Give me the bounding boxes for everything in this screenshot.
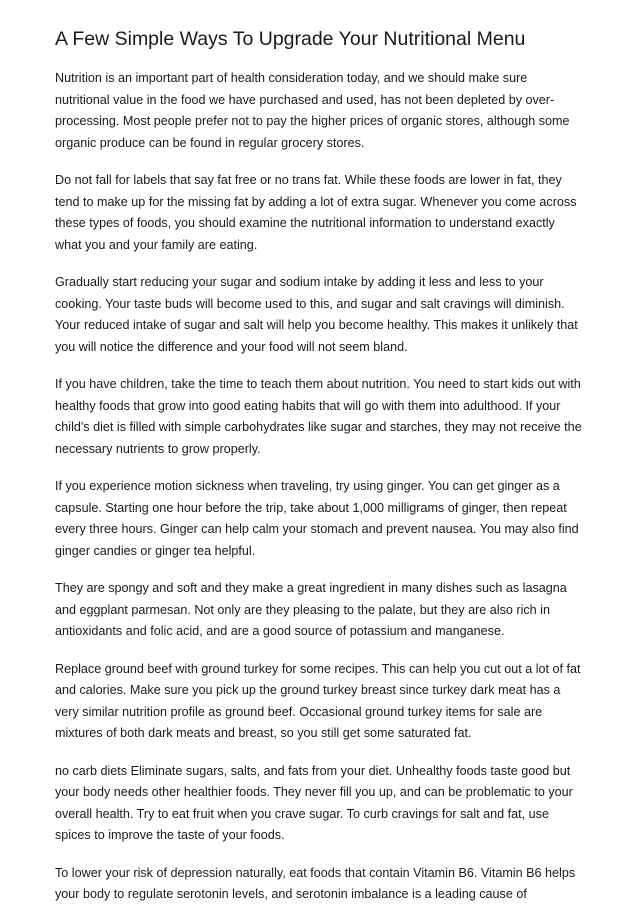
paragraph-2: Do not fall for labels that say fat free or no trans fat. While these foods are lower in fat, they tend to make up for the missing fat by adding a lot of extra sugar. Whenever you come across these types of foods, you should examine the nutritional information to understand exactly what you and your family are eating.: [55, 173, 577, 252]
paragraph-9: To lower your risk of depression naturally, eat foods that contain Vitamin B6. Vitamin B6 helps your body to regulate serotonin levels, and serotonin imbalance is a leading cause of: [55, 865, 576, 901]
paragraph-7: Replace ground beef with ground turkey for some recipes. This can help you cut out a lot of fat and calories. Make sure you pick up the ground turkey breast since turkey dark meat has a very similar nutrition profile as ground beef. Occasional ground turkey items for sale are mixtures of both dark meats and breast, so you still get some saturated fat.: [55, 661, 581, 740]
paragraph-1: Nutrition is an important part of health consideration today, and we should make sure nutritional value in the food we have purchased and used, has not been depleted by over-processing. Most people prefer not to pay the higher prices of organic stores, although some organic produce can be found in regular grocery stores.: [55, 71, 570, 150]
document-title: A Few Simple Ways To Upgrade Your Nutritional Menu: [55, 28, 526, 50]
document-page: [55, 26, 583, 922]
paragraph-5: If you experience motion sickness when traveling, try using ginger. You can get ginger as a capsule. Starting one hour before the trip, take about 1,000 milligrams of ginger, then repeat every three hours. Ginger can help calm your stomach and prevent nausea. You may also find ginger candies or ginger tea helpful.: [55, 479, 579, 558]
paragraph-4: If you have children, take the time to teach them about nutrition. You need to start kids out with healthy foods that grow into good eating habits that will go with them into adulthood. If your child's diet is filled with simple carbohydrates like sugar and starches, they may not receive the necessary nutrients to grow properly.: [55, 377, 582, 456]
paragraph-8: no carb diets Eliminate sugars, salts, and fats from your diet. Unhealthy foods taste good but your body needs other healthier foods. They never fill you up, and can be problematic to your overall health. Try to eat fruit when you crave sugar. To curb cravings for salt and fat, use spices to improve the taste of your foods.: [55, 763, 573, 842]
paragraph-6: They are spongy and soft and they make a great ingredient in many dishes such as lasagna and eggplant parmesan. Not only are they pleasing to the palate, but they are also rich in antioxidants and folic acid, and are a good source of potassium and manganese.: [55, 581, 567, 638]
paragraph-3: Gradually start reducing your sugar and sodium intake by adding it less and less to your cooking. Your taste buds will become used to this, and sugar and salt cravings will diminish. Your reduced intake of sugar and salt will help you become healthy. This makes it unlikely that you will notice the difference and your food will not seem bland.: [55, 275, 578, 354]
